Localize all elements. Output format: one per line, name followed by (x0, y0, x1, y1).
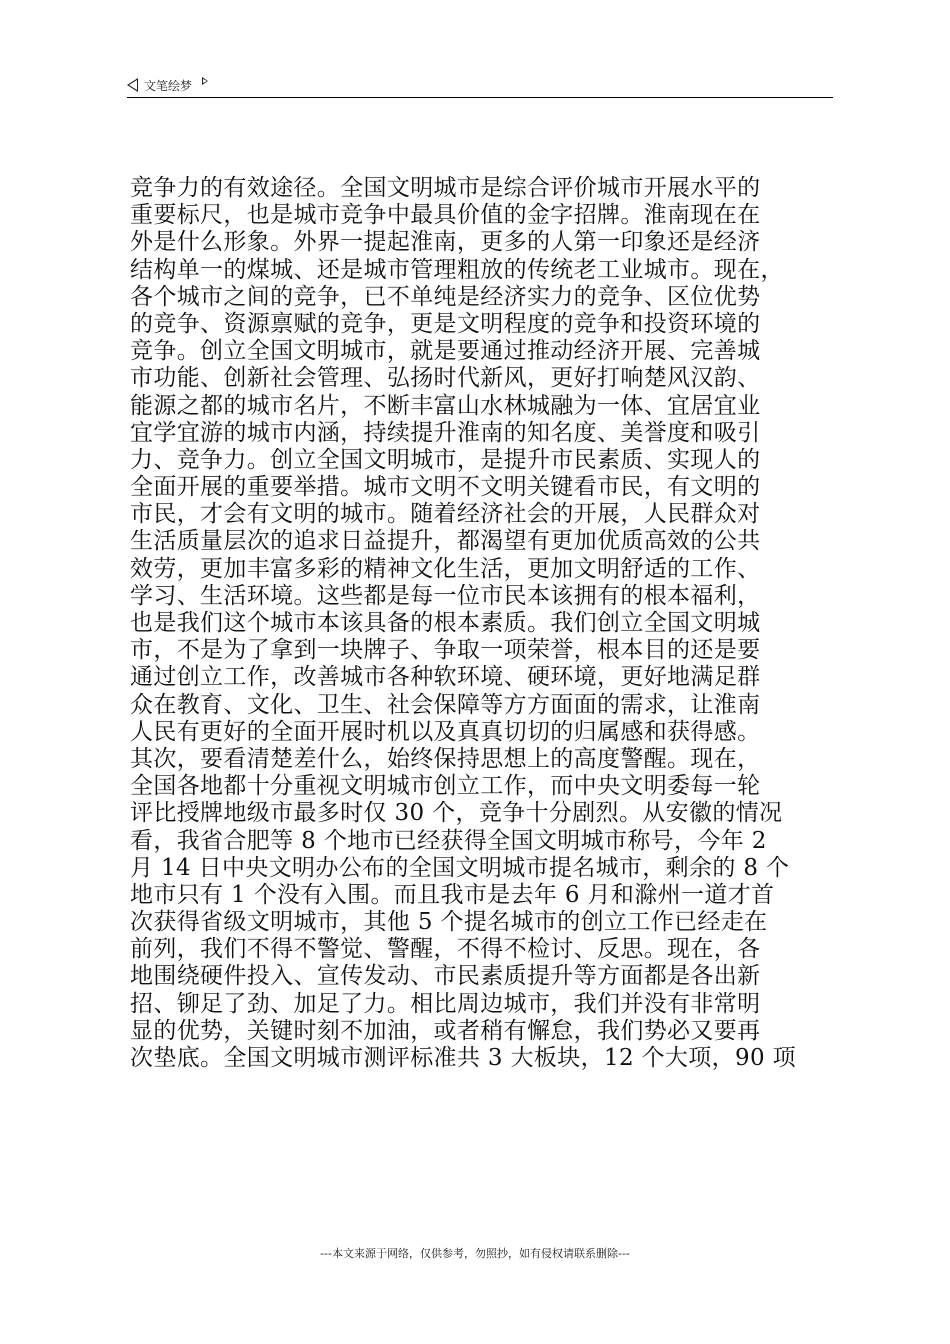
footer-disclaimer: ---本文来源于网络，仅供参考，勿照抄，如有侵权请联系删除--- (320, 1247, 630, 1260)
text-line: 地市只有 1 个没有入围。而且我市是去年 6 月和滁州一道才首 (130, 881, 775, 908)
page-header (127, 74, 833, 96)
text-line: 全面开展的重要举措。城市文明不文明关键看市民，有文明的 (130, 474, 761, 501)
text-line: 月 14 日中央文明办公布的全国文明城市提名城市，剩余的 8 个 (130, 854, 790, 881)
text-line: 通过创立工作，改善城市各种软环境、硬环境，更好地满足群 (130, 664, 761, 691)
text-line: 的竞争、资源禀赋的竞争，更是文明程度的竞争和投资环境的 (130, 310, 761, 337)
text-line: 竞争力的有效途径。全国文明城市是综合评价城市开展水平的 (130, 175, 761, 201)
text-line: 力、竞争力。创立全国文明城市，是提升市民素质、实现人的 (130, 446, 761, 473)
text-line: 市民，才会有文明的城市。随着经济社会的开展，人民群众对 (130, 501, 761, 528)
text-line: 能源之都的城市名片，不断丰富山水林城融为一体、宜居宜业 (130, 392, 761, 419)
text-line: 评比授牌地级市最多时仅 30 个，竞争十分剧烈。从安徽的情况 (130, 800, 783, 827)
text-line: 效劳，更加丰富多彩的精神文化生活，更加文明舒适的工作、 (130, 555, 761, 582)
text-line: 宜学宜游的城市内涵，持续提升淮南的知名度、美誉度和吸引 (130, 419, 761, 446)
text-line: 也是我们这个城市本该具备的根本素质。我们创立全国文明城 (130, 610, 761, 636)
text-line: 地围绕硬件投入、宣传发动、市民素质提升等方面都是各出新 (130, 963, 761, 990)
text-line: 结构单一的煤城、还是城市管理粗放的传统老工业城市。现在， (130, 256, 784, 283)
header-divider (127, 97, 833, 98)
text-line: 外是什么形象。外界一提起淮南，更多的人第一印象还是经济 (130, 229, 761, 256)
text-line: 各个城市之间的竞争，已不单纯是经济实力的竞争、区位优势 (130, 283, 761, 310)
header-title: 文笔绘梦 (144, 78, 193, 93)
text-line: 学习、生活环境。这些都是每一位市民本该拥有的根本福利， (130, 582, 761, 609)
text-line: 前列，我们不得不警觉、警醒，不得不检讨、反思。现在，各 (130, 936, 761, 963)
text-line: 生活质量层次的追求日益提升，都渴望有更加优质高效的公共 (130, 528, 761, 555)
text-line: 次获得省级文明城市，其他 5 个提名城市的创立工作已经走在 (130, 909, 768, 936)
text-line: 重要标尺，也是城市竞争中最具价值的金字招牌。淮南现在在 (130, 202, 761, 229)
text-line: 显的优势，关键时刻不加油，或者稍有懈怠，我们势必又要再 (130, 1017, 761, 1044)
text-line: 众在教育、文化、卫生、社会保障等方方面面的需求，让淮南 (130, 691, 761, 718)
text-line: 市，不是为了拿到一块牌子、争取一项荣誉，根本目的还是要 (130, 637, 761, 664)
text-line: 全国各地都十分重视文明城市创立工作，而中央文明委每一轮 (130, 773, 761, 800)
document-body (130, 175, 833, 1072)
triangle-right-icon (202, 77, 208, 85)
triangle-left-icon (127, 78, 138, 92)
text-line: 看，我省合肥等 8 个地市已经获得全国文明城市称号，今年 2 (130, 827, 767, 854)
text-line: 招、铆足了劲、加足了力。相比周边城市，我们并没有非常明 (130, 990, 761, 1017)
text-line: 人民有更好的全面开展时机以及真真切切的归属感和获得感。 (130, 718, 761, 745)
text-line: 竞争。创立全国文明城市，就是要通过推动经济开展、完善城 (130, 338, 761, 365)
text-line: 其次，要看清楚差什么，始终保持思想上的高度警醒。现在， (130, 745, 761, 772)
text-line: 次垫底。全国文明城市测评标准共 3 大板块，12 个大项，90 项 (130, 1045, 796, 1071)
text-line: 市功能、创新社会管理、弘扬时代新风，更好打响楚风汉韵、 (130, 365, 761, 392)
